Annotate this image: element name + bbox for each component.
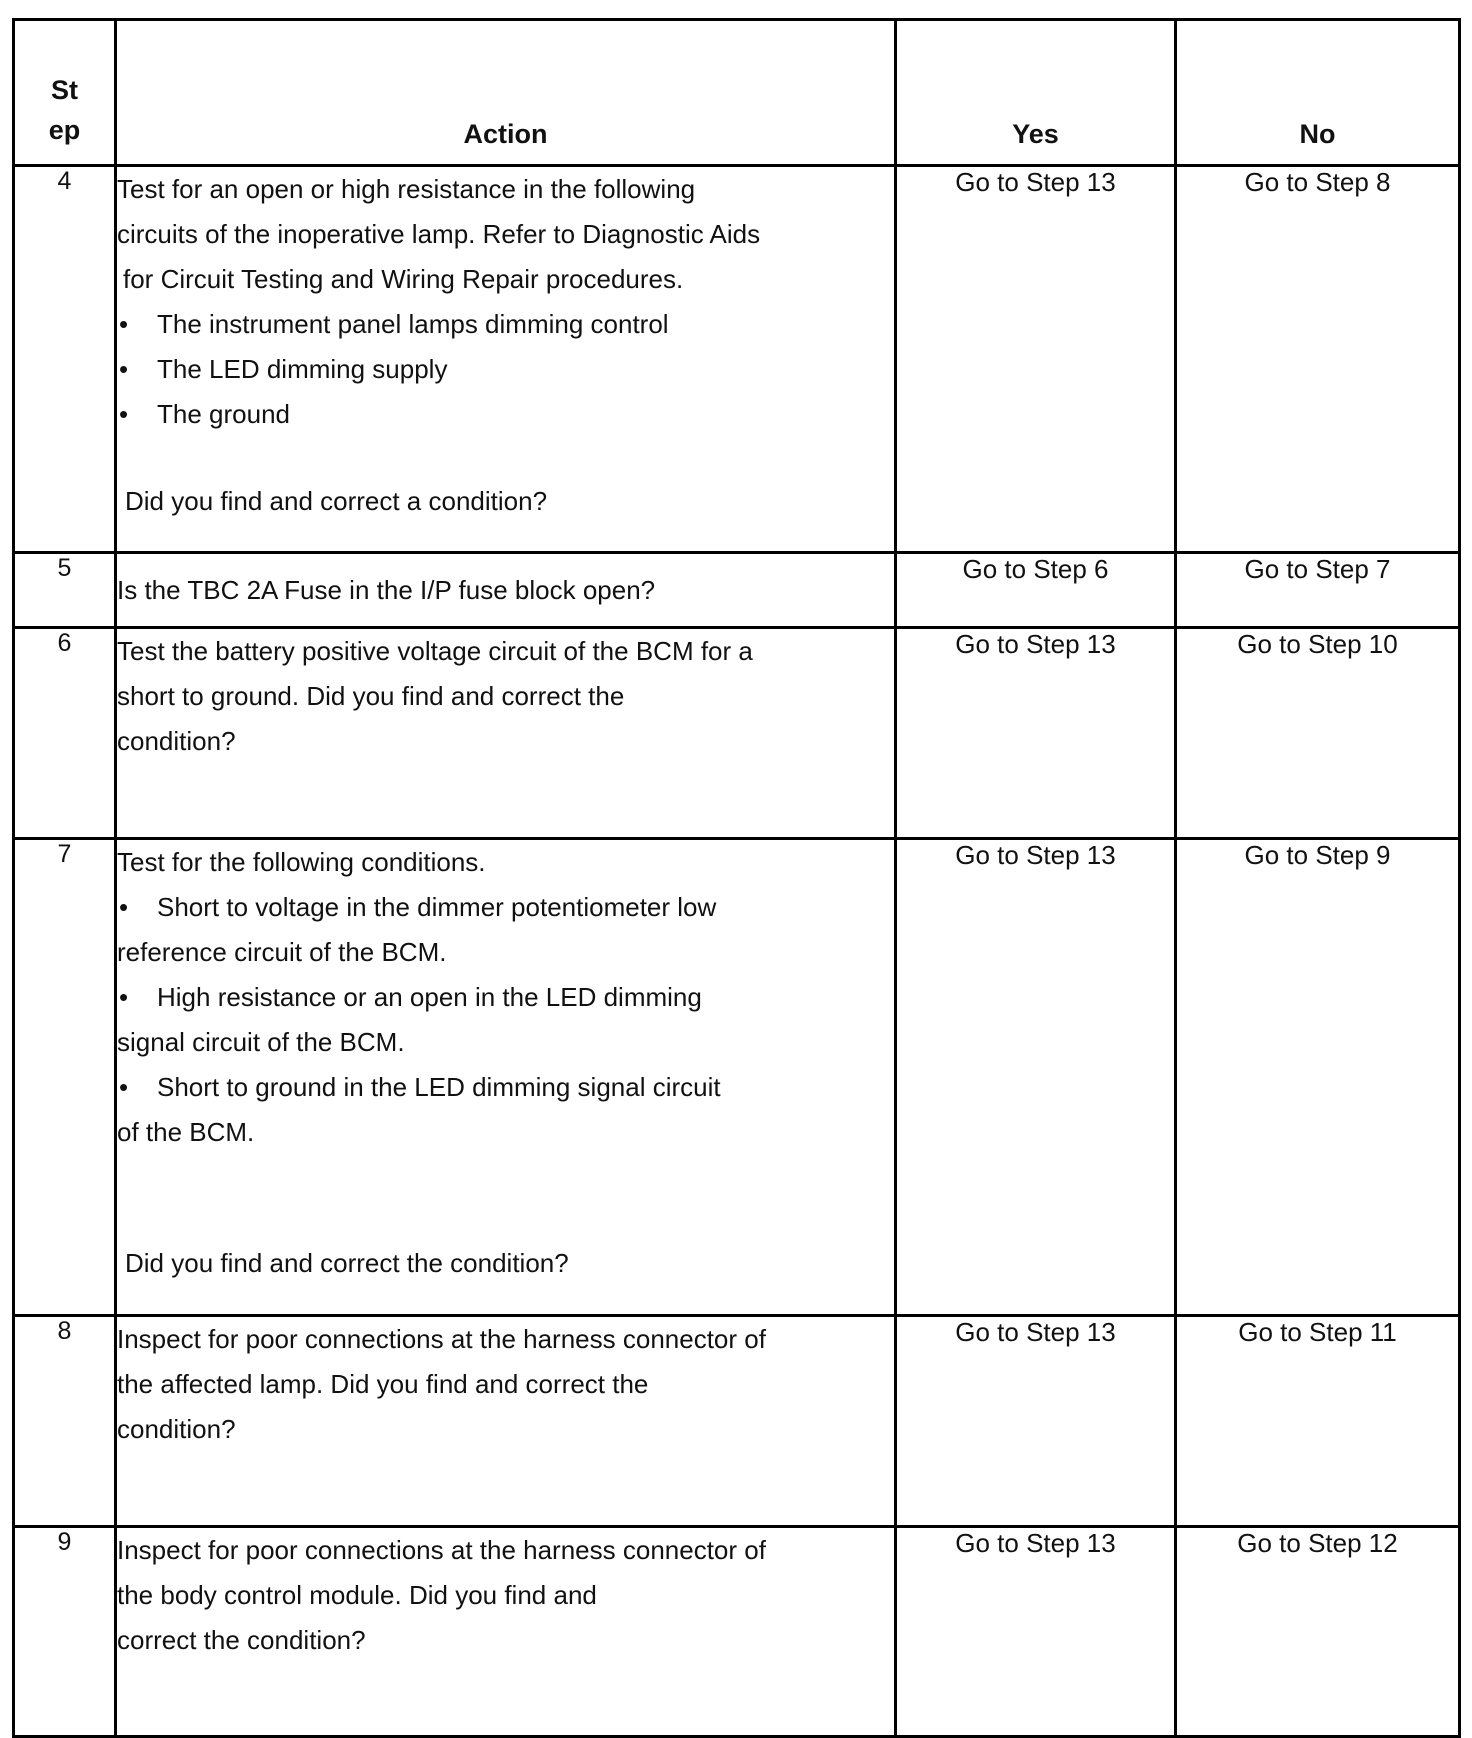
yes-cell: Go to Step 6 (896, 553, 1176, 628)
no-cell: Go to Step 12 (1176, 1527, 1460, 1737)
action-line: Inspect for poor connections at the harness connector of (117, 1324, 766, 1354)
bullet-item (117, 975, 894, 1020)
step-number: 8 (14, 1316, 116, 1527)
action-line: for Circuit Testing and Wiring Repair procedures. (123, 264, 684, 294)
bullet-item (117, 347, 894, 392)
action-line: the affected lamp. Did you find and correct the (117, 1369, 649, 1399)
bullet-item (117, 1065, 894, 1110)
bullet-item (117, 302, 894, 347)
table-row-step-9 (14, 1527, 1460, 1737)
action-cell (116, 1316, 896, 1527)
action-line: correct the condition? (117, 1625, 366, 1655)
yes-cell: Go to Step 13 (896, 1527, 1176, 1737)
bullet-continuation: of the BCM. (117, 1117, 255, 1147)
action-line: Inspect for poor connections at the harness connector of (117, 1535, 766, 1565)
action-line: Test for an open or high resistance in the following (117, 174, 696, 204)
bullet-icon: • (119, 309, 129, 339)
bullet-item (117, 885, 894, 930)
action-line: the body control module. Did you find and (117, 1580, 597, 1610)
bullet-icon: • (119, 1072, 129, 1102)
yes-cell: Go to Step 13 (896, 628, 1176, 839)
action-cell (116, 1527, 896, 1737)
table-header-row (14, 20, 1460, 166)
step-header-line-2: ep (48, 115, 81, 145)
table-row-step-4 (14, 166, 1460, 553)
bullet-item (117, 392, 894, 437)
yes-cell: Go to Step 13 (896, 166, 1176, 553)
action-line: condition? (117, 1414, 236, 1444)
table-row-step-6 (14, 628, 1460, 839)
action-cell (116, 628, 896, 839)
action-line: Is the TBC 2A Fuse in the I/P fuse block open? (117, 574, 656, 605)
no-cell: Go to Step 8 (1176, 166, 1460, 553)
action-line: circuits of the inoperative lamp. Refer to Diagnostic Aids (117, 219, 761, 249)
step-number: 9 (14, 1527, 116, 1737)
yes-cell: Go to Step 13 (896, 839, 1176, 1316)
step-number: 6 (14, 628, 116, 839)
yes-cell: Go to Step 13 (896, 1316, 1176, 1527)
no-cell: Go to Step 9 (1176, 839, 1460, 1316)
table-row-step-7 (14, 839, 1460, 1316)
action-line: condition? (117, 726, 236, 756)
no-cell: Go to Step 7 (1176, 553, 1460, 628)
action-question: Did you find and correct the condition? (125, 1248, 569, 1278)
step-header-line-1: St (51, 75, 78, 105)
action-cell (116, 839, 896, 1316)
bullet-icon: • (119, 354, 129, 384)
action-line: short to ground. Did you find and correct the (117, 681, 625, 711)
action-line: Test the battery positive voltage circuit of the BCM for a (117, 636, 753, 666)
action-question: Did you find and correct a condition? (125, 486, 548, 516)
bullet-text: Short to ground in the LED dimming signal circuit (157, 1072, 721, 1102)
bullet-icon: • (119, 399, 129, 429)
action-cell (116, 553, 896, 628)
table-row-step-8 (14, 1316, 1460, 1527)
step-number: 5 (14, 553, 116, 628)
action-line: Test for the following conditions. (117, 847, 486, 877)
bullet-icon: • (119, 892, 129, 922)
bullet-continuation: signal circuit of the BCM. (117, 1027, 405, 1057)
table-row-step-5 (14, 553, 1460, 628)
bullet-text: The LED dimming supply (157, 354, 448, 384)
bullet-continuation: reference circuit of the BCM. (117, 937, 447, 967)
action-column-header: Action (116, 20, 896, 166)
diagnostic-table (12, 18, 1461, 1738)
yes-column-header: Yes (896, 20, 1176, 166)
bullet-text: The instrument panel lamps dimming control (157, 309, 669, 339)
step-column-header (14, 20, 116, 166)
step-number: 4 (14, 166, 116, 553)
action-cell (116, 166, 896, 553)
bullet-text: Short to voltage in the dimmer potentiometer low (157, 892, 717, 922)
no-column-header: No (1176, 20, 1460, 166)
no-cell: Go to Step 10 (1176, 628, 1460, 839)
step-number: 7 (14, 839, 116, 1316)
bullet-text: The ground (157, 399, 290, 429)
bullet-icon: • (119, 982, 129, 1012)
no-cell: Go to Step 11 (1176, 1316, 1460, 1527)
bullet-text: High resistance or an open in the LED dimming (157, 982, 702, 1012)
